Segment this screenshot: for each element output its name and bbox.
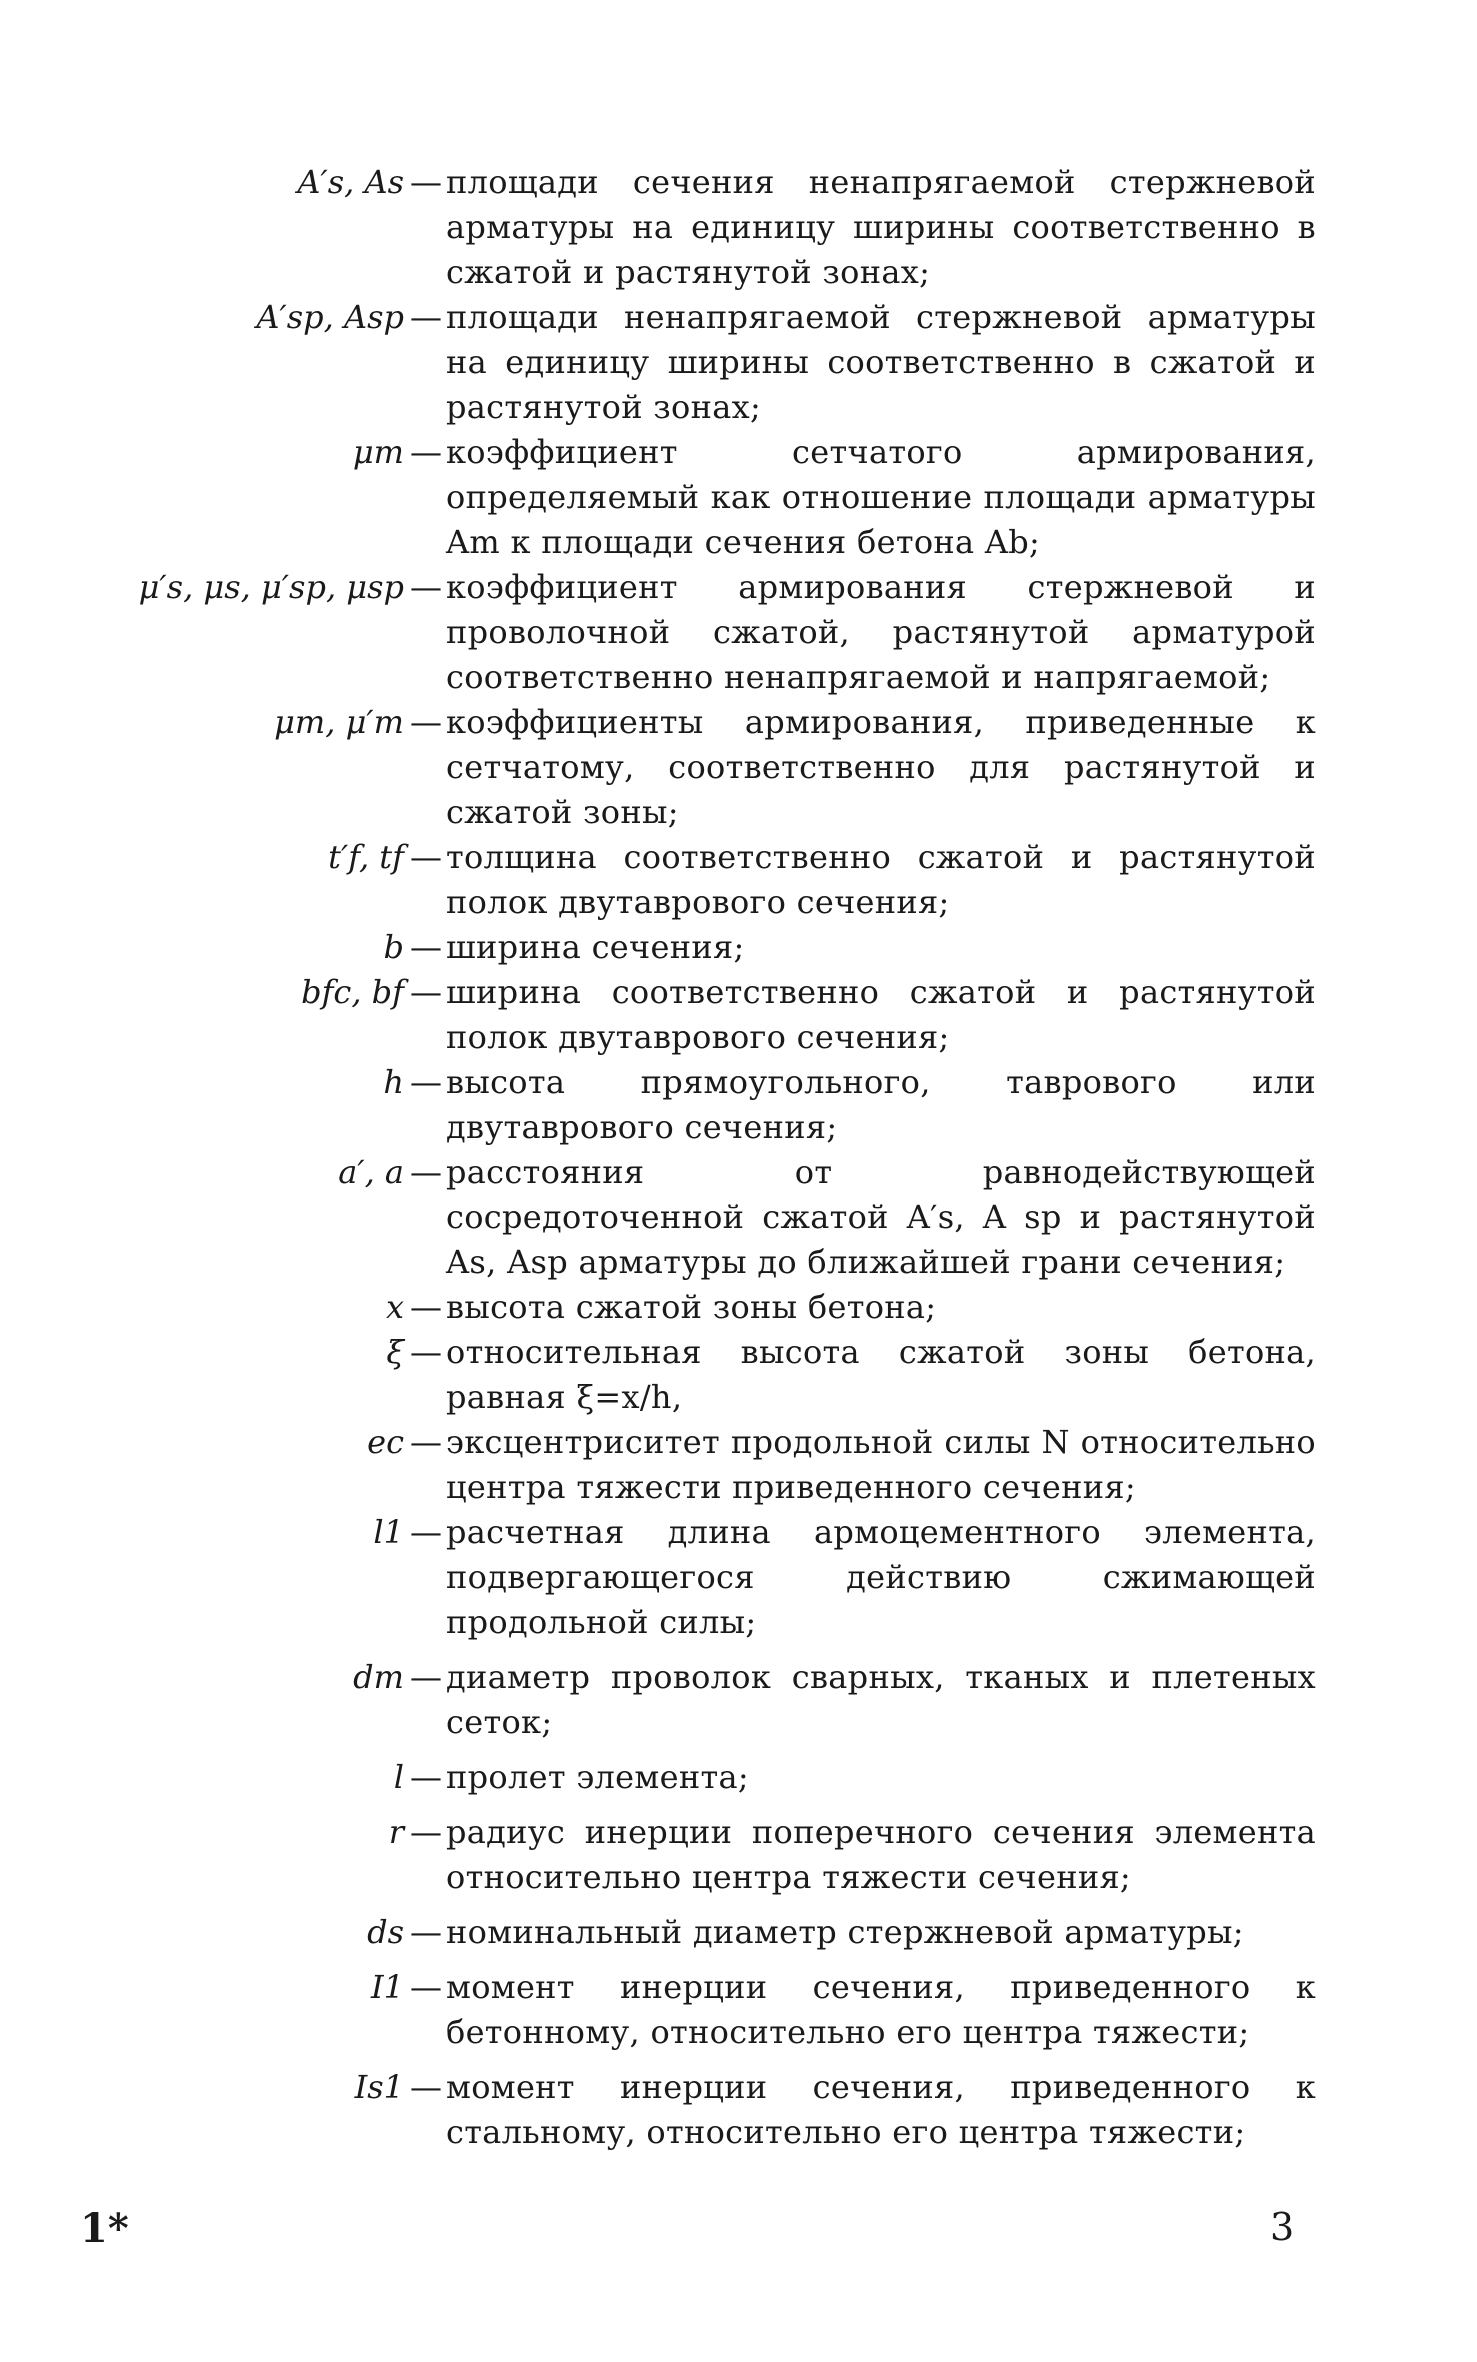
definition-entry <box>40 835 1340 925</box>
definition-text: момент инерции сечения, приведенного к стальному, относительно его центра тяжести; <box>446 2068 1316 2151</box>
definition-text: относительная высота сжатой зоны бетона, равная ξ=x/h, <box>446 1333 1316 1416</box>
definition-entry <box>40 1330 1340 1420</box>
dash: — <box>410 1153 442 1191</box>
definition-text: расстояния от равнодействующей сосредоточенной сжатой A′s, A sp и растянутой As, Asp арматуры до ближайшей грани сечения; <box>446 1153 1316 1281</box>
definition-symbol: r <box>388 1813 404 1851</box>
definition-symbol: A′s, As <box>297 163 404 201</box>
definition-text: пролет элемента; <box>446 1758 749 1796</box>
definition-symbol: bfc, bf <box>301 973 404 1011</box>
definition-text: ширина соответственно сжатой и растянутой полок двутаврового сечения; <box>446 973 1316 1056</box>
definition-text: высота сжатой зоны бетона; <box>446 1288 937 1326</box>
definition-text: ширина сечения; <box>446 928 745 966</box>
definition-symbol: I1 <box>371 1968 404 2006</box>
dash: — <box>410 1423 442 1461</box>
definition-text: момент инерции сечения, приведенного к бетонному, относительно его центра тяжести; <box>446 1968 1316 2051</box>
signature-mark: 1* <box>80 2205 129 2252</box>
definition-text: коэффициент армирования стержневой и проволочной сжатой, растянутой арматурой соответственно ненапрягаемой и напрягаемой; <box>446 568 1316 696</box>
definition-entry <box>40 295 1340 430</box>
definition-symbol: μ′s, μs, μ′sp, μsp <box>138 568 404 606</box>
dash: — <box>410 1513 442 1551</box>
definition-entry <box>40 1060 1340 1150</box>
dash: — <box>410 1968 442 2006</box>
definition-entry <box>40 430 1340 565</box>
definition-entry <box>40 1285 1340 1330</box>
definition-entry <box>40 1150 1340 1285</box>
definition-symbol: μm, μ′m <box>274 703 404 741</box>
definition-text: номинальный диаметр стержневой арматуры; <box>446 1913 1244 1951</box>
dash: — <box>410 1913 442 1951</box>
dash: — <box>410 1758 442 1796</box>
definition-symbol: b <box>383 928 404 966</box>
definition-text: площади сечения ненапрягаемой стержневой арматуры на единицу ширины соответственно в сжатой и растянутой зонах; <box>446 163 1316 291</box>
dash: — <box>410 1063 442 1101</box>
definition-text: высота прямоугольного, таврового или двутаврового сечения; <box>446 1063 1316 1146</box>
definition-text: площади ненапрягаемой стержневой арматуры на единицу ширины соответственно в сжатой и растянутой зонах; <box>446 298 1316 426</box>
definition-symbol: Is1 <box>354 2068 404 2106</box>
dash: — <box>410 298 442 336</box>
page-number: 3 <box>1270 2205 1295 2249</box>
dash: — <box>410 973 442 1011</box>
dash: — <box>410 703 442 741</box>
dash: — <box>410 433 442 471</box>
definition-symbol: h <box>383 1063 404 1101</box>
definition-symbol: l <box>393 1758 404 1796</box>
dash: — <box>410 2068 442 2106</box>
definition-text: эксцентриситет продольной силы N относительно центра тяжести приведенного сечения; <box>446 1423 1316 1506</box>
definition-entry <box>40 2065 1340 2155</box>
definition-symbol: dm <box>353 1658 404 1696</box>
definition-text: коэффициенты армирования, приведенные к сетчатому, соответственно для растянутой и сжатой зоны; <box>446 703 1316 831</box>
definition-symbol: x <box>385 1288 404 1326</box>
definition-entry <box>40 1755 1340 1800</box>
dash: — <box>410 838 442 876</box>
definition-entry <box>40 700 1340 835</box>
dash: — <box>410 928 442 966</box>
definition-symbol: l1 <box>373 1513 404 1551</box>
definition-entry <box>40 1510 1340 1645</box>
definition-entry <box>40 160 1340 295</box>
definition-text: толщина соответственно сжатой и растянутой полок двутаврового сечения; <box>446 838 1316 921</box>
dash: — <box>410 568 442 606</box>
definition-symbol: A′sp, Asp <box>256 298 404 336</box>
dash: — <box>410 1658 442 1696</box>
dash: — <box>410 163 442 201</box>
definition-symbol: ξ <box>386 1333 404 1371</box>
definition-symbol: ec <box>367 1423 404 1461</box>
definition-entry <box>40 1655 1340 1745</box>
dash: — <box>410 1333 442 1371</box>
definition-symbol: t′f, tf <box>328 838 404 876</box>
dash: — <box>410 1813 442 1851</box>
definitions-list <box>40 160 1340 2155</box>
definition-text: расчетная длина армоцементного элемента, подвергающегося действию сжимающей продольной силы; <box>446 1513 1316 1641</box>
definition-text: радиус инерции поперечного сечения элемента относительно центра тяжести сечения; <box>446 1813 1316 1896</box>
definition-entry <box>40 970 1340 1060</box>
definition-entry <box>40 565 1340 700</box>
definition-entry <box>40 1910 1340 1955</box>
definition-text: коэффициент сетчатого армирования, определяемый как отношение площади арматуры Am к площади сечения бетона Ab; <box>446 433 1316 561</box>
definition-entry <box>40 925 1340 970</box>
dash: — <box>410 1288 442 1326</box>
definition-symbol: μm <box>352 433 404 471</box>
definition-text: диаметр проволок сварных, тканых и плетеных сеток; <box>446 1658 1316 1741</box>
definition-symbol: ds <box>367 1913 404 1951</box>
definition-entry <box>40 1420 1340 1510</box>
definition-entry <box>40 1965 1340 2055</box>
definition-symbol: a′, a <box>338 1153 404 1191</box>
definition-entry <box>40 1810 1340 1900</box>
